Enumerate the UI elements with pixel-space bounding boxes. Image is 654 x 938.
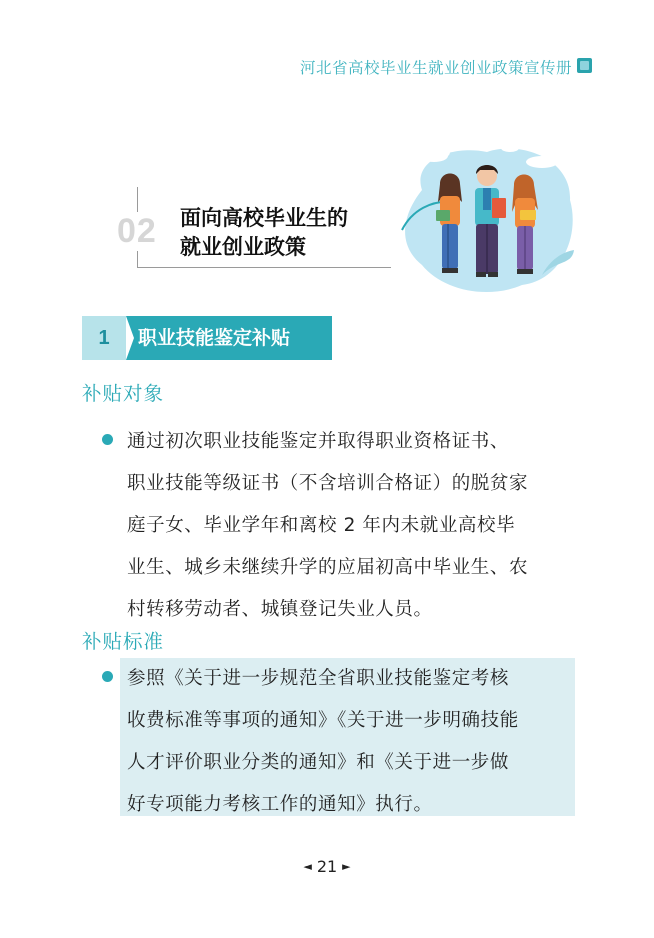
chapter-number: 02 bbox=[117, 212, 157, 250]
chapter-title bbox=[180, 204, 348, 262]
next-arrow-icon: ► bbox=[342, 860, 351, 873]
paragraph-line: 收费标准等事项的通知》《关于进一步明确技能 bbox=[127, 710, 519, 731]
section-number: 1 bbox=[98, 327, 110, 349]
bullet-icon bbox=[102, 671, 113, 682]
students-illustration bbox=[392, 140, 582, 300]
subheading-target: 补贴对象 bbox=[82, 382, 165, 405]
running-header: 河北省高校毕业生就业创业政策宣传册 bbox=[299, 59, 572, 77]
paragraph-line: 参照《关于进一步规范全省职业技能鉴定考核 bbox=[127, 668, 510, 689]
prev-arrow-icon: ◄ bbox=[303, 860, 312, 873]
page-number-value: 21 bbox=[316, 857, 338, 876]
section-banner bbox=[82, 316, 332, 360]
paragraph-line: 业生、城乡未继续升学的应届初高中毕业生、农 bbox=[127, 557, 529, 578]
paragraph-standard bbox=[127, 658, 519, 826]
header-square-icon bbox=[577, 58, 592, 73]
subheading-standard: 补贴标准 bbox=[82, 630, 165, 653]
paragraph-line: 通过初次职业技能鉴定并取得职业资格证书、 bbox=[127, 431, 510, 452]
paragraph-line: 好专项能力考核工作的通知》执行。 bbox=[127, 794, 433, 815]
paragraph-line: 职业技能等级证书（不含培训合格证）的脱贫家 bbox=[127, 473, 529, 494]
paragraph-line: 人才评价职业分类的通知》和《关于进一步做 bbox=[127, 752, 510, 773]
bullet-icon bbox=[102, 434, 113, 445]
section-title: 职业技能鉴定补贴 bbox=[138, 327, 291, 349]
chapter-title-line1: 面向高校毕业生的 bbox=[180, 206, 348, 230]
paragraph-line: 庭子女、毕业学年和离校 2 年内未就业高校毕 bbox=[127, 515, 516, 536]
page-number bbox=[0, 857, 654, 876]
chapter-title-line2: 就业创业政策 bbox=[180, 235, 306, 259]
cloud-icon bbox=[501, 144, 519, 152]
paragraph-target bbox=[127, 421, 528, 631]
paragraph-line: 村转移劳动者、城镇登记失业人员。 bbox=[127, 599, 433, 620]
